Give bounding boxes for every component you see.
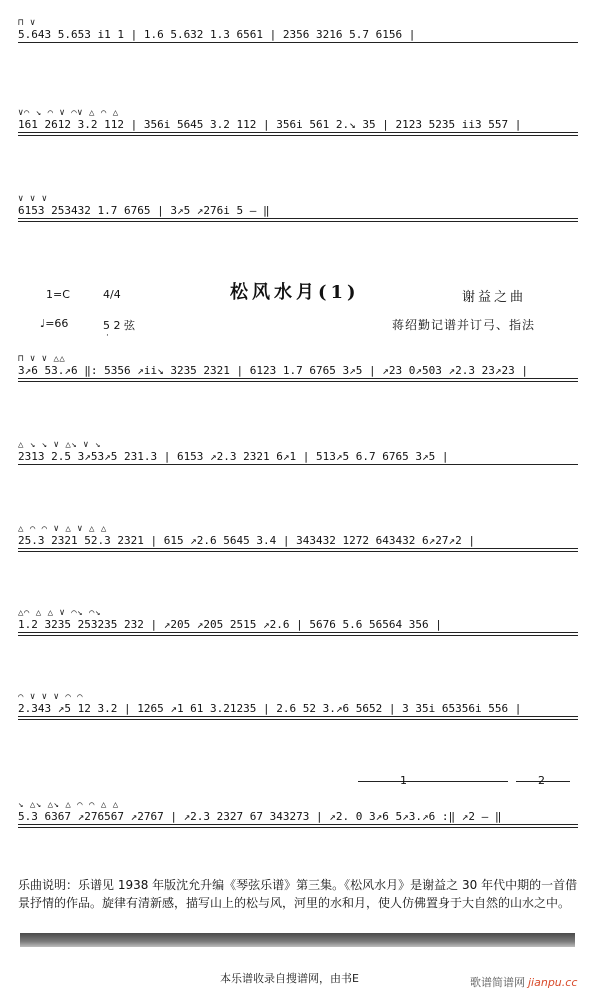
underline: [18, 824, 578, 825]
composer: 谢益之曲: [462, 290, 527, 305]
row-notes: 5.643 5.653 i1 1 | 1.6 5.632 1.3 6561 | 2356 3216 5.7 6156 |: [18, 28, 416, 41]
row-marks: ⌒ ∨ ∨ ∨ ⌒ ⌒: [18, 692, 84, 702]
volta-bracket-1: [358, 781, 508, 782]
volta-label-1: 1: [400, 774, 407, 787]
row-marks: ⊓ ∨ ∨ △△: [18, 354, 66, 364]
time-signature: 4/4: [103, 288, 121, 301]
row-marks: △⌒ △ △ ∨ ⌒↘ ⌒↘: [18, 608, 101, 618]
row-notes: 161 2612 3.2 112 | 356i 5645 3.2 112 | 356i 561 2.↘ 35 | 2123 5235 ii3 557 |: [18, 118, 522, 131]
row-marks: △ ⌒ ⌒ ∨ △ ∨ △ △: [18, 524, 107, 534]
underline: [18, 632, 578, 633]
score-row-6: [18, 800, 578, 830]
underline: [18, 135, 578, 136]
row-marks: ⊓ ∨: [18, 18, 36, 28]
row-marks: △ ↘ ↘ ∨ △↘ ∨ ↘: [18, 440, 101, 450]
piece-title: 松风水月(1): [230, 282, 360, 303]
score-row-5: [18, 692, 578, 722]
score-row-4: [18, 608, 578, 638]
row-notes: 5.3 6367 ↗276567 ↗2767 | ↗2.3 2327 67 343273 | ↗2. 0 3↗6 5↗3.↗6 :‖ ↗2 – ‖: [18, 810, 502, 823]
row-marks: ∨⌒ ↘ ⌒ ∨ ⌒∨ △ ⌒ △: [18, 108, 119, 118]
key-signature: 1=C: [46, 288, 70, 301]
underline: [18, 218, 578, 219]
row-notes: 6153 253432 1.7 6765 | 3↗5 ↗276i 5 – ‖: [18, 204, 270, 217]
string-tuning: 5 2 弦: [103, 319, 135, 332]
row-notes: 1.2 3235 253235 232 | ↗205 ↗205 2515 ↗2.6 | 5676 5.6 56564 356 |: [18, 618, 442, 631]
row-notes: 2.343 ↗5 12 3.2 | 1265 ↗1 61 3.21235 | 2.6 52 3.↗6 5652 | 3 35i 65356i 556 |: [18, 702, 522, 715]
row-marks: ∨ ∨ ∨: [18, 194, 48, 204]
underline: [18, 635, 578, 636]
tempo-marking: ♩=66: [40, 317, 69, 330]
score-row-top-2: [18, 108, 578, 138]
watermark-site: jianpu.cc: [528, 976, 578, 989]
score-row-3: [18, 524, 578, 554]
decorative-photo-strip: [20, 933, 575, 947]
underline: [18, 381, 578, 382]
tuning-octave-dot: ·: [106, 331, 109, 341]
row-notes: 25.3 2321 52.3 2321 | 615 ↗2.6 5645 3.4 | 343432 1272 643432 6↗27↗2 |: [18, 534, 475, 547]
watermark-text: 歌谱简谱网: [470, 976, 525, 989]
underline: [18, 548, 578, 549]
row-notes: 2313 2.5 3↗53↗5 231.3 | 6153 ↗2.3 2321 6↗1 | 513↗5 6.7 6765 3↗5 |: [18, 450, 449, 463]
site-watermark: [470, 974, 577, 990]
underline: [18, 464, 578, 465]
underline: [18, 42, 578, 43]
underline: [18, 378, 578, 379]
underline: [18, 827, 578, 828]
underline: [18, 551, 578, 552]
score-row-2: [18, 440, 578, 470]
underline: [18, 221, 578, 222]
piece-explanation: 乐曲说明：乐谱见 1938 年版沈允升编《琴弦乐谱》第三集。《松风水月》是谢益之 30 年代中期的一首借景抒情的作品。旋律有清新感，描写山上的松与风，河里的水和月，使人仿佛置身于大自然的山水之中。: [18, 878, 578, 910]
score-row-1: [18, 354, 578, 384]
underline: [18, 719, 578, 720]
score-row-top-3: [18, 194, 578, 224]
row-notes: 3↗6 53.↗6 ‖: 5356 ↗ii↘ 3235 2321 | 6123 1.7 6765 3↗5 | ↗23 0↗503 ↗2.3 23↗23 |: [18, 364, 528, 377]
underline: [18, 716, 578, 717]
row-marks: ↘ △↘ △↘ △ ⌒ ⌒ △ △: [18, 800, 119, 810]
score-row-top-1: [18, 18, 578, 48]
volta-label-2: 2: [538, 774, 545, 787]
underline: [18, 132, 578, 133]
arranger-credit: 蒋绍勤记谱并订弓、指法: [392, 318, 536, 332]
source-footer: 本乐谱收录自搜谱网，由书E: [220, 972, 359, 985]
